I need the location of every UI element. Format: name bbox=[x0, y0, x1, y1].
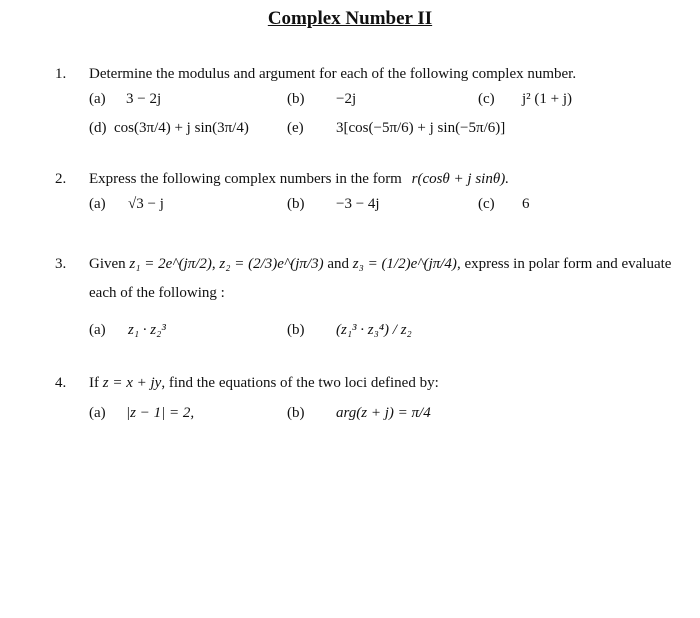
q3-part-a-expr: z₁ · z₂³ bbox=[128, 322, 166, 338]
q2-part-c-label: (c) bbox=[478, 196, 495, 212]
q1-part-d-expr: cos(3π/4) + j sin(3π/4) bbox=[114, 120, 249, 136]
q4-part-a-expr: |z − 1| = 2, bbox=[126, 405, 195, 421]
question-2-number: 2. bbox=[55, 171, 67, 187]
q3-part-b-expr: (z₁³ · z₃⁴) / z₂ bbox=[336, 322, 412, 338]
q4-if: If bbox=[89, 375, 99, 391]
question-3-text-line2: each of the following : bbox=[89, 285, 225, 301]
question-2-text bbox=[89, 171, 509, 188]
q1-part-b-label: (b) bbox=[287, 91, 305, 107]
q1-part-c-expr: j² (1 + j) bbox=[522, 91, 573, 107]
q3-given: Given bbox=[89, 256, 126, 272]
q4-part-b-label: (b) bbox=[287, 405, 305, 421]
q3-z3: z₃ = (1/2)e^(jπ/4) bbox=[352, 256, 457, 272]
question-4-number: 4. bbox=[55, 375, 67, 391]
q1-part-a-label: (a) bbox=[89, 91, 106, 107]
question-4-text bbox=[89, 375, 439, 392]
question-3-text: Given z₁ = 2e^(jπ/2), z₂ = (2/3)e^(jπ/3) and z₃ = (1/2)e^(jπ/4), express in polar form and evaluate bbox=[89, 256, 672, 272]
q4-rest: , find the equations of the two loci defined by: bbox=[161, 375, 439, 391]
question-1-text: Determine the modulus and argument for each of the following complex number. bbox=[89, 66, 577, 82]
q1-part-d-label: (d) bbox=[89, 120, 107, 136]
q4-part-a-label: (a) bbox=[89, 405, 106, 421]
q1-part-e-label: (e) bbox=[287, 120, 304, 136]
q1-part-c-label: (c) bbox=[478, 91, 495, 107]
q2-part-a-expr: √3 − j bbox=[128, 196, 164, 212]
q1-part-a-expr: 3 − 2j bbox=[126, 91, 162, 107]
q2-part-b-label: (b) bbox=[287, 196, 305, 212]
question-2-form: r(cosθ + j sinθ). bbox=[411, 171, 509, 187]
question-1-number: 1. bbox=[55, 66, 67, 82]
q2-part-b-expr: −3 − 4j bbox=[336, 196, 380, 212]
q2-part-c-expr: 6 bbox=[522, 196, 530, 212]
q3-rest: , express in polar form and evaluate bbox=[456, 256, 672, 272]
q4-def: z = x + jy bbox=[102, 375, 162, 391]
page-title: Complex Number II bbox=[267, 8, 433, 29]
q3-part-b-label: (b) bbox=[287, 322, 305, 338]
q2-part-a-label: (a) bbox=[89, 196, 106, 212]
question-3-number: 3. bbox=[55, 256, 67, 272]
q3-z1: z₁ = 2e^(jπ/2) bbox=[129, 256, 212, 272]
q1-part-e-expr: 3[cos(−5π/6) + j sin(−5π/6)] bbox=[336, 120, 506, 136]
q3-and: and bbox=[327, 256, 350, 272]
question-2-text-main: Express the following complex numbers in the form bbox=[89, 171, 402, 187]
q4-part-b-expr: arg(z + j) = π/4 bbox=[336, 405, 431, 421]
q3-z2: z₂ = (2/3)e^(jπ/3) bbox=[219, 256, 324, 272]
q3-part-a-label: (a) bbox=[89, 322, 106, 338]
q1-part-b-expr: −2j bbox=[336, 91, 357, 107]
